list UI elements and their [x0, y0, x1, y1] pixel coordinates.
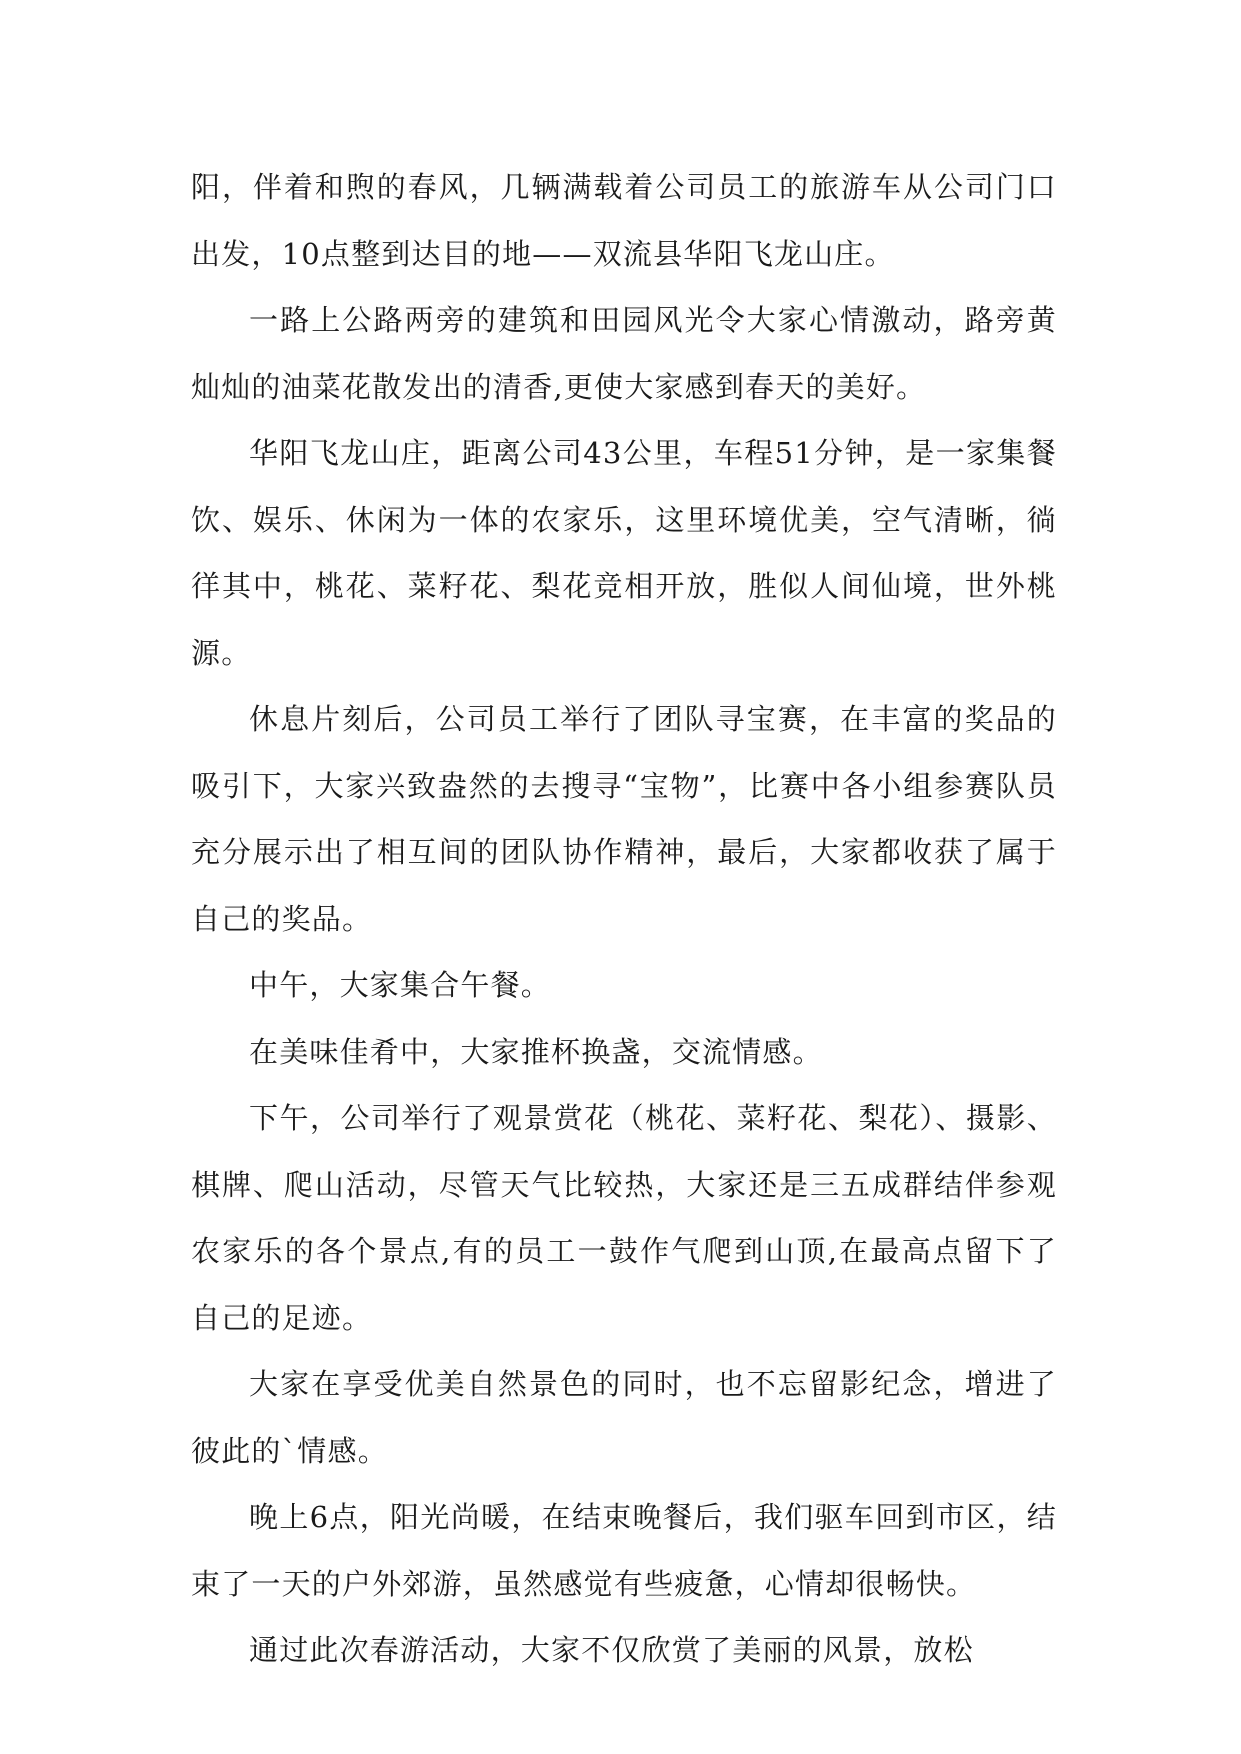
- paragraph: 通过此次春游活动，大家不仅欣赏了美丽的风景，放松: [249, 1633, 974, 1667]
- document-body: [191, 154, 1057, 1684]
- paragraph: 中午，大家集合午餐。: [249, 968, 552, 1002]
- paragraph: 休息片刻后，公司员工举行了团队寻宝赛，在丰富的奖品的吸引下，大家兴致盎然的去搜寻“宝物”，比赛中各小组参赛队员充分展示出了相互间的团队协作精神，最后，大家都收获了属于自己的奖品。: [191, 702, 1057, 936]
- paragraph: 在美味佳肴中，大家推杯换盏，交流情感。: [249, 1034, 823, 1069]
- paragraph: 一路上公路两旁的建筑和田园风光令大家心情激动，路旁黄灿灿的油菜花散发出的清香,更使大家感到春天的美好。: [191, 303, 1057, 404]
- paragraph: 阳，伴着和煦的春风，几辆满载着公司员工的旅游车从公司门口出发，10点整到达目的地——双流县华阳飞龙山庄。: [191, 170, 1057, 271]
- paragraph: 晚上6点，阳光尚暖，在结束晚餐后，我们驱车回到市区，结束了一天的户外郊游，虽然感觉有些疲惫，心情却很畅快。: [191, 1500, 1057, 1601]
- paragraph: 大家在享受优美自然景色的同时，也不忘留影纪念，增进了彼此的`情感。: [191, 1367, 1057, 1468]
- paragraph: 华阳飞龙山庄，距离公司43公里，车程51分钟，是一家集餐饮、娱乐、休闲为一体的农家乐，这里环境优美，空气清晰，徜徉其中，桃花、菜籽花、梨花竞相开放，胜似人间仙境，世外桃源。: [191, 436, 1057, 670]
- paragraph: 下午，公司举行了观景赏花（桃花、菜籽花、梨花）、摄影、棋牌、爬山活动，尽管天气比较热，大家还是三五成群结伴参观农家乐的各个景点,有的员工一鼓作气爬到山顶,在最高点留下了自己的足迹。: [191, 1101, 1057, 1335]
